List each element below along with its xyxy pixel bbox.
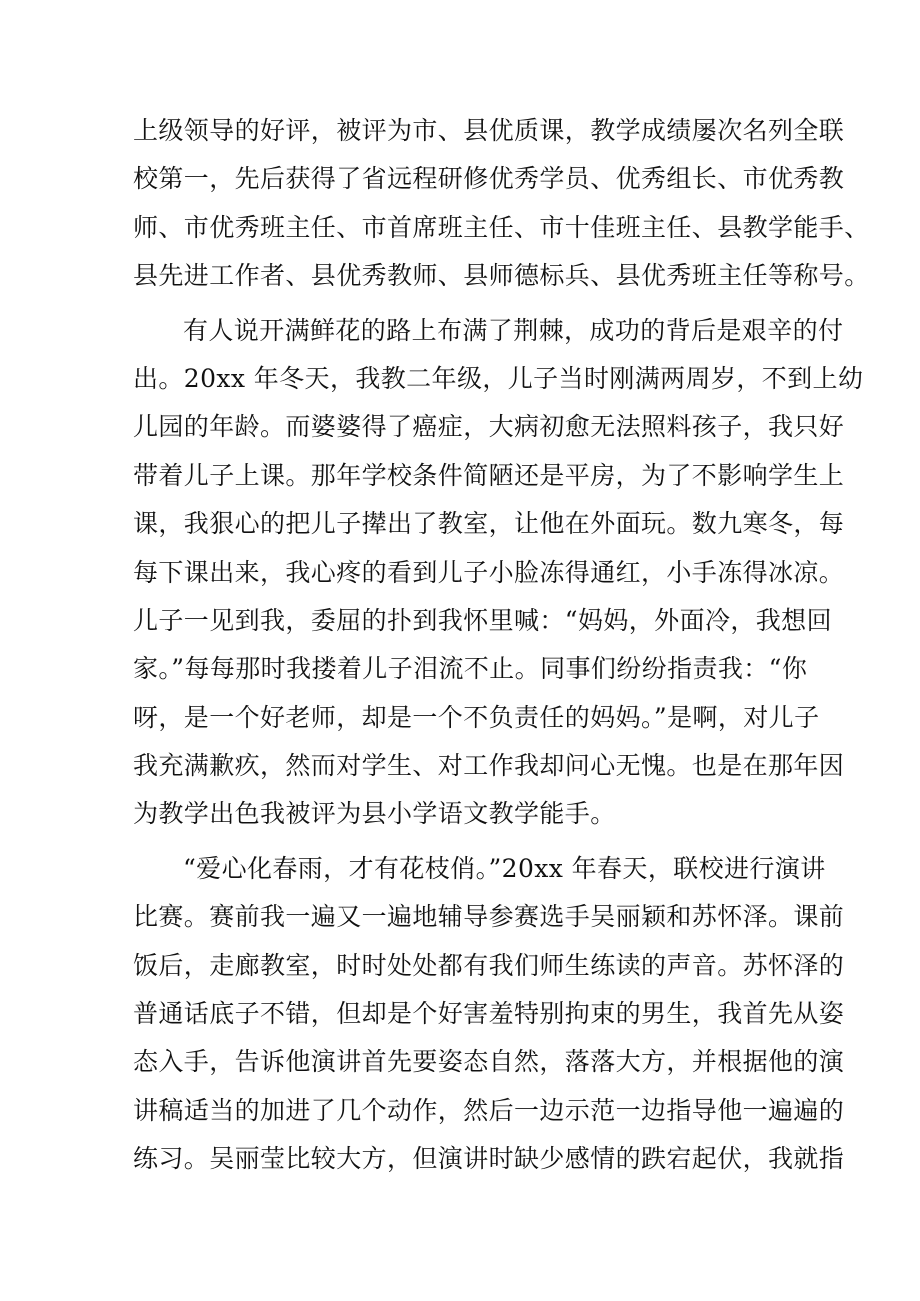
text-line: 带着儿子上课。那年学校条件简陋还是平房，为了不影响学生上 <box>133 460 845 490</box>
text-line: “爱心化春雨，才有花枝俏。”20xx 年春天，联校进行演讲 <box>183 853 826 883</box>
text-line: 儿子一见到我，委屈的扑到我怀里喊：“妈妈，外面冷，我想回 <box>133 605 832 635</box>
text-line: 有人说开满鲜花的路上布满了荆棘，成功的背后是艰辛的付 <box>183 315 844 345</box>
text-line: 态入手，告诉他演讲首先要姿态自然，落落大方，并根据他的演 <box>133 1047 845 1077</box>
text-line: 县先进工作者、县优秀教师、县师德标兵、县优秀班主任等称号。 <box>133 261 870 291</box>
text-line: 课，我狠心的把儿子撵出了教室，让他在外面玩。数九寒冬，每 <box>133 509 845 539</box>
text-line: 为教学出色我被评为县小学语文教学能手。 <box>133 799 616 829</box>
text-line: 出。20xx 年冬天，我教二年级，儿子当时刚满两周岁，不到上幼 <box>133 363 864 393</box>
text-line: 饭后，走廊教室，时时处处都有我们师生练读的声音。苏怀泽的 <box>133 950 845 980</box>
text-line: 上级领导的好评，被评为市、县优质课，教学成绩屡次名列全联 <box>133 116 845 145</box>
text-line: 儿园的年龄。而婆婆得了癌症，大病初愈无法照料孩子，我只好 <box>133 412 845 442</box>
paragraph-1 <box>133 107 870 301</box>
text-line: 练习。吴丽莹比较大方，但演讲时缺少感情的跌宕起伏，我就指 <box>133 1144 845 1174</box>
document-body <box>133 107 870 1184</box>
text-line: 家。”每每那时我搂着儿子泪流不止。同事们纷纷指责我：“你 <box>133 654 808 684</box>
text-line: 呀，是一个好老师，却是一个不负责任的妈妈。”是啊，对儿子 <box>133 702 820 732</box>
text-line: 讲稿适当的加进了几个动作，然后一边示范一边指导他一遍遍的 <box>133 1095 845 1125</box>
text-line: 每下课出来，我心疼的看到儿子小脸冻得通红，小手冻得冰凉。 <box>133 557 845 587</box>
paragraph-3 <box>133 845 845 1184</box>
text-line: 校第一，先后获得了省远程研修优秀学员、优秀组长、市优秀教 <box>133 164 845 194</box>
paragraph-2 <box>133 307 864 839</box>
text-line: 比赛。赛前我一遍又一遍地辅导参赛选手吴丽颖和苏怀泽。课前 <box>133 902 845 932</box>
text-line: 我充满歉疚，然而对学生、对工作我却问心无愧。也是在那年因 <box>133 751 845 781</box>
text-line: 普通话底子不错，但却是个好害羞特别拘束的男生，我首先从姿 <box>133 999 845 1029</box>
text-line: 师、市优秀班主任、市首席班主任、市十佳班主任、县教学能手、 <box>133 212 870 242</box>
